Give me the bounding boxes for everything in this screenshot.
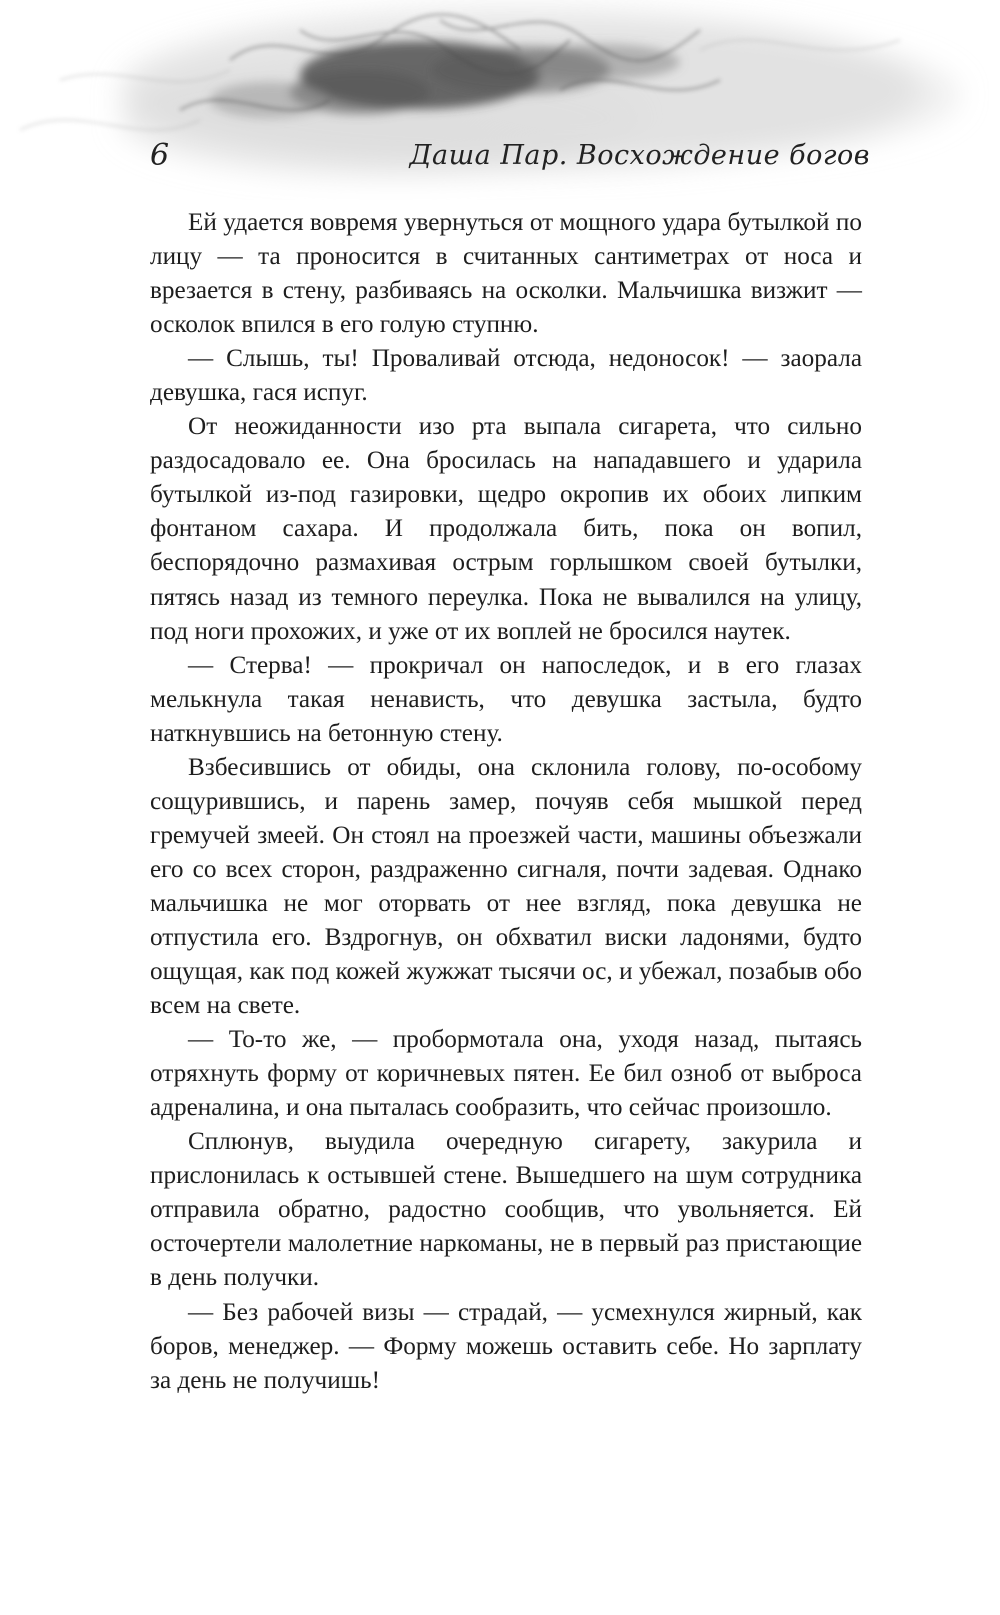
book-title: Даша Пар. Восхождение богов: [409, 140, 870, 171]
paragraph: — Стерва! — прокричал он напоследок, и в его глазах мелькнула такая ненависть, что девушка застыла, будто наткнувшись на бетонную стену.: [150, 651, 862, 747]
paragraph: — То-то же, — пробормотала она, уходя назад, пытаясь отряхнуть форму от коричневых пятен. Ее бил озноб от выброса адреналина, и она пыталась сообразить, что сейчас произошло.: [150, 1026, 862, 1122]
paragraph: — Слышь, ты! Проваливай отсюда, недоносок! — заорала девушка, гася испуг.: [150, 345, 862, 407]
paragraph: — Без рабочей визы — страдай, — усмехнулся жирный, как боров, менеджер. — Форму можешь оставить себе. Но зарплату за день не получишь!: [150, 1298, 862, 1394]
page-number: 6: [150, 138, 170, 173]
paragraph: От неожиданности изо рта выпала сигарета, что сильно раздосадовало ее. Она бросилась на нападавшего и ударила бутылкой из-под газировки, щедро окропив их обоих липким фонтаном сахара. И продолжала бить, пока он вопил, беспорядочно размахивая острым горлышком своей бутылки, пятясь назад из темного переулка. Пока не вывалился на улицу, под ноги прохожих, и уже от их воплей не бросился наутек.: [150, 413, 862, 645]
body-text: [150, 206, 862, 1398]
running-header: [150, 126, 870, 182]
paragraph: Взбесившись от обиды, она склонила голову, по-особому сощурившись, и парень замер, почуяв себя мышкой перед гремучей змеей. Он стоял на проезжей части, машины объезжали его со всех сторон, раздраженно сигналя, почти задевая. Однако мальчишка не мог оторвать от нее взгляд, пока девушка не отпустила его. Вздрогнув, он обхватил виски ладонями, будто ощущая, как под кожей жужжат тысячи ос, и убежал, позабыв обо всем на свете.: [150, 753, 862, 1020]
paragraph: Ей удается вовремя увернуться от мощного удара бутылкой по лицу — та проносится в считанных сантиметрах от носа и врезается в стену, разбиваясь на осколки. Мальчишка визжит — осколок впился в его голую ступню.: [150, 209, 862, 339]
paragraph: Сплюнув, выудила очередную сигарету, закурила и прислонилась к остывшей стене. Вышедшего на шум сотрудника отправила обратно, радостно сообщив, что увольняется. Ей осточертели малолетние наркоманы, не в первый раз пристающие в день получки.: [150, 1128, 862, 1292]
